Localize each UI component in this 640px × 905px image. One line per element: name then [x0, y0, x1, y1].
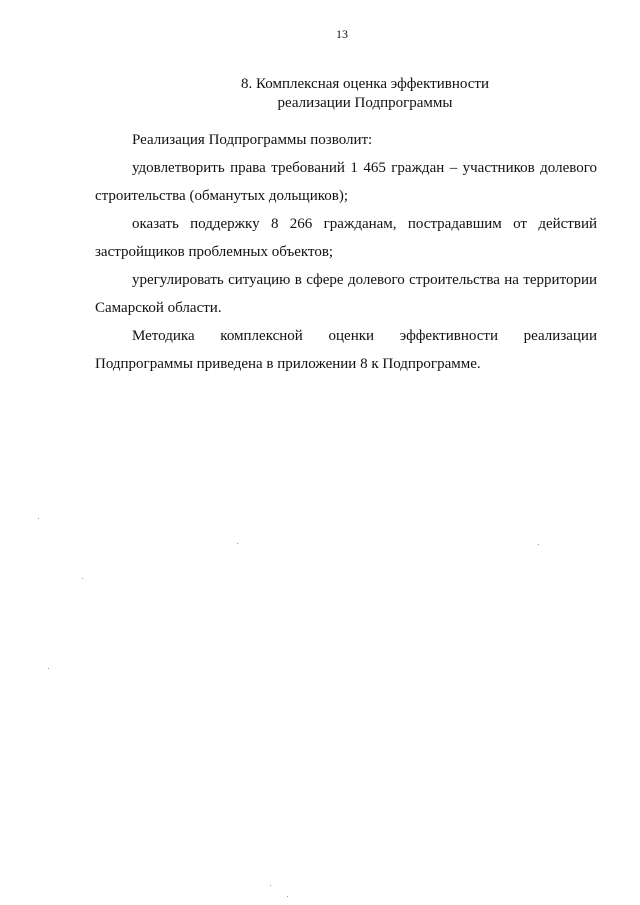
section-body — [95, 126, 597, 378]
paragraph-methodology: Методика комплексной оценки эффективности реализации Подпрограммы приведена в приложении 8 к Подпрограмме. — [95, 328, 597, 372]
section-heading-line-1: 8. Комплексная оценка эффективности — [241, 76, 489, 92]
section-heading — [130, 75, 600, 113]
scan-speck — [538, 544, 539, 545]
scan-speck — [38, 518, 39, 519]
scan-speck — [82, 578, 83, 579]
paragraph-claims: удовлетворить права требований 1 465 граждан – участников долевого строительства (обманутых дольщиков); — [95, 160, 597, 204]
scan-speck — [287, 896, 288, 897]
scan-speck — [237, 543, 238, 544]
paragraph-intro: Реализация Подпрограммы позволит: — [132, 132, 373, 148]
scan-speck — [270, 885, 271, 886]
paragraph-support: оказать поддержку 8 266 гражданам, пострадавшим от действий застройщиков проблемных объектов; — [95, 216, 597, 260]
scan-speck — [48, 668, 49, 669]
paragraph-regulate: урегулировать ситуацию в сфере долевого строительства на территории Самарской области. — [95, 272, 597, 316]
page-number: 13 — [336, 27, 348, 41]
section-heading-line-2: реализации Подпрограммы — [277, 95, 453, 111]
